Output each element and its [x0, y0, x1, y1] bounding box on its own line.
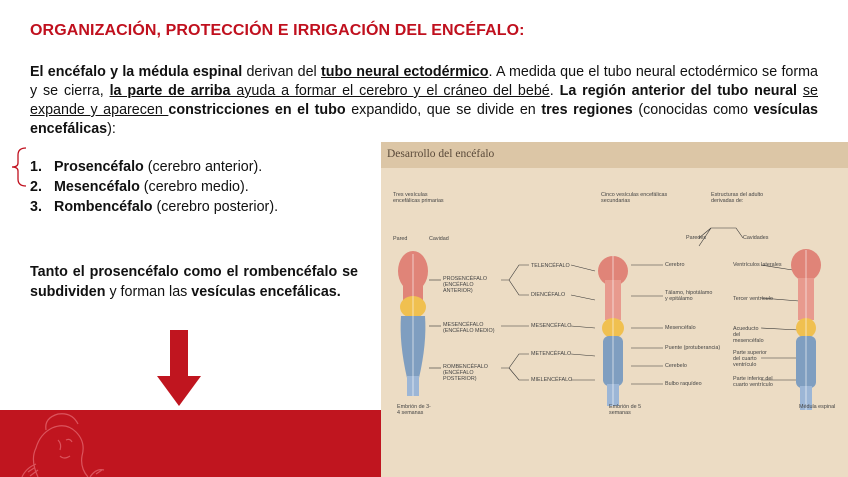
adult-structures — [791, 249, 821, 410]
label-talamo: Tálamo, hipotálamo y epitálamo — [665, 290, 713, 302]
label-telencefalo: TELENCÉFALO — [531, 263, 570, 269]
para-underlined: la parte de arriba — [109, 83, 231, 99]
para-text: . — [549, 83, 560, 99]
brain-development-figure — [381, 142, 848, 477]
vesicle-list — [30, 157, 278, 217]
para-bold: constricciones en el tubo — [168, 102, 346, 118]
label-col3: Estructuras del adulto derivadas de: — [711, 192, 764, 204]
label-parte-inf: Parte inferior del cuarto ventrículo — [733, 376, 773, 388]
label-cavidades: Cavidades — [743, 235, 769, 241]
para-bold: vesículas encefálicas. — [191, 284, 341, 300]
label-cerebelo: Cerebelo — [665, 363, 687, 369]
para-underlined: tubo neural ectodérmico — [321, 64, 489, 80]
label-puente: Puente (protuberancia) — [665, 345, 721, 351]
figure-title: Desarrollo del encéfalo — [387, 148, 495, 160]
label-col1: Tres vesículas encefálicas primarias — [393, 192, 444, 204]
list-term: Mesencéfalo — [54, 179, 140, 195]
list-item — [30, 157, 278, 177]
label-adulto: Médula espinal — [799, 404, 836, 410]
label-prosencefalo: PROSENCÉFALO (ENCÉFALO ANTERIOR) — [443, 276, 488, 294]
label-pared: Pared — [393, 236, 408, 242]
list-term: Prosencéfalo — [54, 159, 144, 175]
footer-band — [0, 410, 381, 477]
label-paredes: Paredes — [686, 235, 707, 241]
embryo-5-vesicles — [598, 256, 628, 406]
down-arrow-icon — [157, 330, 201, 406]
page-title: ORGANIZACIÓN, PROTECCIÓN E IRRIGACIÓN DEL ENCÉFALO: — [30, 22, 525, 39]
para-bold: vesículas encefálicas — [30, 102, 819, 137]
label-mesencefalo3: Mesencéfalo — [665, 325, 696, 331]
para-bold: El encéfalo y la médula espinal — [30, 64, 243, 80]
label-acueducto: Acueducto del mesencéfalo — [733, 326, 764, 344]
para-underlined: se expande y aparecen — [30, 83, 818, 118]
label-metencefalo: METENCÉFALO — [531, 351, 572, 357]
portrait-logo — [0, 410, 120, 477]
label-diencefalo: DIENCÉFALO — [531, 292, 566, 298]
list-number: 1. — [30, 159, 42, 175]
label-bulbo: Bulbo raquídeo — [665, 381, 702, 387]
label-mielencefalo: MIELENCÉFALO — [531, 377, 573, 383]
curly-brace-icon — [8, 146, 28, 188]
list-term: Rombencéfalo — [54, 199, 153, 215]
subdivision-paragraph — [30, 262, 358, 302]
list-item — [30, 177, 278, 197]
list-desc: (cerebro medio). — [139, 179, 249, 195]
para-bold: La región anterior del tubo neural — [559, 83, 798, 99]
list-desc: (cerebro anterior). — [143, 159, 263, 175]
label-cerebro: Cerebro — [665, 262, 685, 268]
intro-paragraph — [30, 63, 818, 139]
label-mesencefalo2: MESENCÉFALO — [531, 323, 572, 329]
label-tercer: Tercer ventrículo — [733, 296, 773, 302]
para-text: derivan del — [242, 64, 322, 80]
label-col2: Cinco vesículas encefálicas secundarias — [601, 192, 668, 204]
label-rombencefalo: ROMBENCÉFALO (ENCÉFALO POSTERIOR) — [443, 364, 488, 382]
label-embrion2: Embrión de 5 semanas — [609, 404, 642, 416]
list-number: 3. — [30, 199, 42, 215]
para-text: y forman las — [105, 284, 192, 300]
list-number: 2. — [30, 179, 42, 195]
embryo-3-vesicles — [398, 251, 428, 396]
label-embrion1: Embrión de 3-4 semanas — [397, 404, 431, 416]
para-text: ): — [107, 121, 116, 137]
label-cavidad: Cavidad — [429, 236, 449, 242]
list-desc: (cerebro posterior). — [152, 199, 279, 215]
para-bold: Tanto el prosencéfalo como el rombencéfalo se subdividen — [30, 264, 358, 300]
label-ventriculos: Ventrículos laterales — [733, 262, 782, 268]
para-text: expandido, que se divide en — [345, 102, 542, 118]
label-parte-sup: Parte superior del cuarto ventrículo — [733, 350, 767, 368]
para-text: (conocidas como — [632, 102, 754, 118]
para-underlined: ayuda a formar el cerebro y el cráneo del bebé — [230, 83, 550, 99]
label-mesencefalo: MESENCÉFALO (ENCÉFALO MEDIO) — [443, 322, 495, 334]
para-text: . A medida que el tubo neural ectodérmico se forma y se cierra, — [30, 64, 818, 99]
para-bold: tres regiones — [541, 102, 633, 118]
list-item — [30, 197, 278, 217]
